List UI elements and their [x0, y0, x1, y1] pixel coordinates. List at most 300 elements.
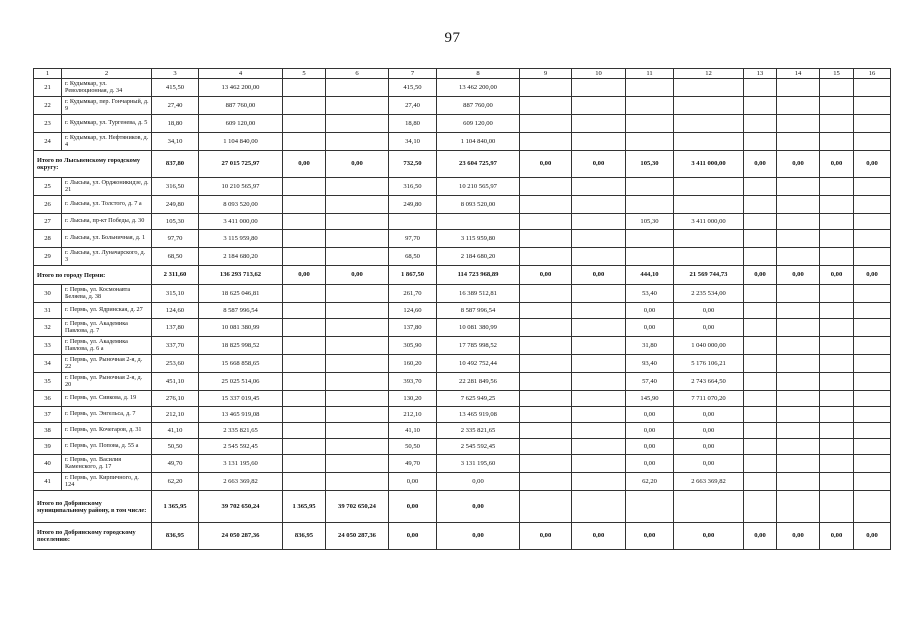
value-cell: [626, 115, 674, 133]
value-cell: [674, 196, 744, 214]
value-cell: 10 081 380,99: [437, 319, 520, 337]
value-cell: [854, 439, 891, 455]
subtotal-value: [572, 491, 626, 523]
subtotal-value: 0,00: [674, 523, 744, 550]
value-cell: [777, 319, 820, 337]
value-cell: [744, 230, 777, 248]
value-cell: 0,00: [674, 439, 744, 455]
value-cell: 105,30: [626, 214, 674, 230]
subtotal-value: 0,00: [437, 523, 520, 550]
value-cell: 49,70: [152, 455, 199, 473]
value-cell: [744, 178, 777, 196]
value-cell: [820, 79, 854, 97]
value-cell: 53,40: [626, 285, 674, 303]
column-number: 16: [854, 69, 891, 79]
value-cell: 7 711 070,20: [674, 391, 744, 407]
address-cell: г. Пермь, ул. Космонавта Беляева, д. 38: [62, 285, 152, 303]
value-cell: [820, 391, 854, 407]
address-cell: г. Лысьва, ул. Луначарского, д. 3: [62, 248, 152, 266]
value-cell: [520, 248, 572, 266]
column-number: 3: [152, 69, 199, 79]
subtotal-value: 0,00: [389, 523, 437, 550]
value-cell: [326, 407, 389, 423]
value-cell: 62,20: [626, 473, 674, 491]
table-row: [34, 285, 891, 303]
subtotal-row: [34, 523, 891, 550]
value-cell: [854, 97, 891, 115]
value-cell: [854, 178, 891, 196]
row-number: 32: [34, 319, 62, 337]
value-cell: 22 281 849,56: [437, 373, 520, 391]
table-row: [34, 391, 891, 407]
value-cell: [326, 214, 389, 230]
value-cell: [283, 439, 326, 455]
value-cell: 27,40: [152, 97, 199, 115]
value-cell: [820, 473, 854, 491]
table-row: [34, 455, 891, 473]
value-cell: 0,00: [674, 423, 744, 439]
address-cell: г. Лысьва, пр-кт Победы, д. 30: [62, 214, 152, 230]
table-row: [34, 407, 891, 423]
address-cell: г. Кудымкар, ул. Нефтяников, д. 4: [62, 133, 152, 151]
value-cell: [626, 248, 674, 266]
value-cell: [520, 455, 572, 473]
value-cell: [744, 97, 777, 115]
value-cell: [744, 133, 777, 151]
value-cell: [777, 214, 820, 230]
value-cell: 18,80: [389, 115, 437, 133]
value-cell: [283, 407, 326, 423]
value-cell: 2 184 680,20: [199, 248, 283, 266]
subtotal-value: 0,00: [572, 266, 626, 285]
value-cell: 97,70: [389, 230, 437, 248]
subtotal-value: 0,00: [777, 266, 820, 285]
value-cell: [572, 133, 626, 151]
value-cell: [572, 407, 626, 423]
subtotal-value: [854, 491, 891, 523]
subtotal-value: 0,00: [283, 266, 326, 285]
value-cell: [572, 214, 626, 230]
value-cell: [283, 337, 326, 355]
table-row: [34, 319, 891, 337]
table-row: [34, 214, 891, 230]
value-cell: [777, 79, 820, 97]
row-number: 30: [34, 285, 62, 303]
value-cell: 0,00: [674, 303, 744, 319]
value-cell: 253,60: [152, 355, 199, 373]
value-cell: 49,70: [389, 455, 437, 473]
value-cell: 2 335 821,65: [199, 423, 283, 439]
value-cell: 50,50: [152, 439, 199, 455]
value-cell: [820, 196, 854, 214]
value-cell: 393,70: [389, 373, 437, 391]
value-cell: 2 663 369,82: [674, 473, 744, 491]
value-cell: [777, 248, 820, 266]
value-cell: 1 040 000,00: [674, 337, 744, 355]
subtotal-row: [34, 266, 891, 285]
subtotal-label: Итого по Лысьвенскому городскому округу:: [34, 151, 152, 178]
value-cell: [572, 178, 626, 196]
value-cell: 16 389 512,81: [437, 285, 520, 303]
value-cell: [820, 115, 854, 133]
page-number: 97: [444, 30, 461, 46]
value-cell: 5 176 106,21: [674, 355, 744, 373]
value-cell: [572, 423, 626, 439]
value-cell: 1 104 840,00: [199, 133, 283, 151]
address-cell: г. Пермь, ул. Сивкова, д. 19: [62, 391, 152, 407]
value-cell: 3 131 195,60: [199, 455, 283, 473]
value-cell: [283, 319, 326, 337]
row-number: 37: [34, 407, 62, 423]
value-cell: 160,20: [389, 355, 437, 373]
subtotal-value: 0,00: [820, 151, 854, 178]
subtotal-value: 23 604 725,97: [437, 151, 520, 178]
value-cell: [744, 373, 777, 391]
value-cell: 8 587 996,54: [199, 303, 283, 319]
value-cell: [777, 303, 820, 319]
value-cell: [283, 355, 326, 373]
value-cell: 212,10: [389, 407, 437, 423]
row-number: 36: [34, 391, 62, 407]
value-cell: 15 337 019,45: [199, 391, 283, 407]
value-cell: [626, 196, 674, 214]
value-cell: [744, 455, 777, 473]
value-cell: 0,00: [626, 319, 674, 337]
value-cell: [744, 285, 777, 303]
value-cell: [820, 303, 854, 319]
value-cell: [744, 355, 777, 373]
value-cell: [572, 285, 626, 303]
subtotal-value: 836,95: [152, 523, 199, 550]
value-cell: 10 081 380,99: [199, 319, 283, 337]
subtotal-value: 3 411 000,00: [674, 151, 744, 178]
value-cell: [520, 423, 572, 439]
subtotal-value: 0,00: [744, 266, 777, 285]
subtotal-value: [777, 491, 820, 523]
value-cell: [854, 115, 891, 133]
value-cell: [283, 133, 326, 151]
subtotal-value: 0,00: [520, 266, 572, 285]
value-cell: 337,70: [152, 337, 199, 355]
value-cell: [572, 303, 626, 319]
value-cell: [283, 214, 326, 230]
value-cell: [854, 473, 891, 491]
value-cell: 261,70: [389, 285, 437, 303]
subtotal-value: 0,00: [854, 523, 891, 550]
address-cell: г. Пермь, ул. Рыночная 2-я, д. 22: [62, 355, 152, 373]
value-cell: 137,80: [152, 319, 199, 337]
housing-program-table: [33, 68, 891, 550]
address-cell: г. Лысьва, ул. Орджоникидзе, д. 21: [62, 178, 152, 196]
value-cell: [520, 196, 572, 214]
value-cell: 609 120,00: [437, 115, 520, 133]
subtotal-value: [520, 491, 572, 523]
value-cell: [283, 230, 326, 248]
value-cell: 212,10: [152, 407, 199, 423]
value-cell: 8 587 996,54: [437, 303, 520, 319]
value-cell: [326, 178, 389, 196]
value-cell: [326, 248, 389, 266]
subtotal-value: 0,00: [626, 523, 674, 550]
address-cell: г. Кудымкар, ул. Тургенева, д. 5: [62, 115, 152, 133]
value-cell: [520, 230, 572, 248]
address-cell: г. Пермь, ул. Рыночная 2-я, д. 20: [62, 373, 152, 391]
value-cell: [572, 439, 626, 455]
value-cell: 0,00: [626, 455, 674, 473]
value-cell: 10 210 565,97: [437, 178, 520, 196]
value-cell: [283, 285, 326, 303]
value-cell: 0,00: [674, 319, 744, 337]
value-cell: 3 131 195,60: [437, 455, 520, 473]
value-cell: 0,00: [626, 423, 674, 439]
value-cell: 276,10: [152, 391, 199, 407]
value-cell: 13 462 200,00: [199, 79, 283, 97]
value-cell: [854, 230, 891, 248]
value-cell: 13 465 919,08: [437, 407, 520, 423]
row-number: 39: [34, 439, 62, 455]
value-cell: [520, 79, 572, 97]
value-cell: 10 492 752,44: [437, 355, 520, 373]
value-cell: [626, 79, 674, 97]
address-cell: г. Пермь, ул. Кочегаров, д. 31: [62, 423, 152, 439]
value-cell: 0,00: [389, 473, 437, 491]
subtotal-value: [674, 491, 744, 523]
value-cell: [326, 337, 389, 355]
value-cell: [820, 248, 854, 266]
value-cell: [744, 214, 777, 230]
value-cell: [283, 115, 326, 133]
value-cell: 3 115 959,80: [199, 230, 283, 248]
value-cell: [674, 230, 744, 248]
value-cell: 15 668 858,65: [199, 355, 283, 373]
value-cell: 249,80: [152, 196, 199, 214]
value-cell: [389, 214, 437, 230]
value-cell: [520, 303, 572, 319]
value-cell: [326, 285, 389, 303]
value-cell: [854, 285, 891, 303]
value-cell: 2 235 534,00: [674, 285, 744, 303]
value-cell: [820, 97, 854, 115]
value-cell: [326, 133, 389, 151]
table-row: [34, 303, 891, 319]
value-cell: [520, 407, 572, 423]
subtotal-label: Итого по Добрянскому городскому поселению:: [34, 523, 152, 550]
value-cell: [744, 115, 777, 133]
value-cell: [854, 355, 891, 373]
value-cell: 315,10: [152, 285, 199, 303]
row-number: 21: [34, 79, 62, 97]
subtotal-label: Итого по городу Перми:: [34, 266, 152, 285]
value-cell: [326, 79, 389, 97]
value-cell: [572, 97, 626, 115]
column-number: 12: [674, 69, 744, 79]
subtotal-value: 1 867,50: [389, 266, 437, 285]
value-cell: [520, 373, 572, 391]
value-cell: [777, 455, 820, 473]
value-cell: 0,00: [626, 303, 674, 319]
value-cell: [326, 473, 389, 491]
value-cell: [854, 423, 891, 439]
table-row: [34, 248, 891, 266]
subtotal-value: 24 050 287,36: [326, 523, 389, 550]
value-cell: [744, 439, 777, 455]
subtotal-value: 837,80: [152, 151, 199, 178]
subtotal-value: 0,00: [520, 151, 572, 178]
value-cell: [572, 355, 626, 373]
subtotal-value: 0,00: [389, 491, 437, 523]
subtotal-value: [626, 491, 674, 523]
row-number: 33: [34, 337, 62, 355]
value-cell: 887 760,00: [437, 97, 520, 115]
value-cell: 415,50: [389, 79, 437, 97]
value-cell: [674, 115, 744, 133]
value-cell: [572, 115, 626, 133]
subtotal-value: 0,00: [744, 151, 777, 178]
value-cell: 2 184 680,20: [437, 248, 520, 266]
value-cell: [626, 133, 674, 151]
value-cell: [326, 230, 389, 248]
value-cell: 609 120,00: [199, 115, 283, 133]
value-cell: [572, 391, 626, 407]
table-row: [34, 439, 891, 455]
value-cell: 130,20: [389, 391, 437, 407]
value-cell: 68,50: [152, 248, 199, 266]
value-cell: [572, 473, 626, 491]
value-cell: [572, 337, 626, 355]
value-cell: 8 093 520,00: [437, 196, 520, 214]
value-cell: [520, 319, 572, 337]
row-number: 22: [34, 97, 62, 115]
subtotal-value: [820, 491, 854, 523]
value-cell: [283, 79, 326, 97]
column-number: 5: [283, 69, 326, 79]
value-cell: [820, 337, 854, 355]
table-row: [34, 97, 891, 115]
value-cell: [520, 337, 572, 355]
value-cell: [626, 178, 674, 196]
column-number: 13: [744, 69, 777, 79]
row-number: 28: [34, 230, 62, 248]
subtotal-value: 0,00: [744, 523, 777, 550]
address-cell: г. Пермь, ул. Василия Каменского, д. 17: [62, 455, 152, 473]
value-cell: [520, 133, 572, 151]
value-cell: [854, 373, 891, 391]
value-cell: 137,80: [389, 319, 437, 337]
value-cell: [283, 373, 326, 391]
table-row: [34, 178, 891, 196]
value-cell: 2 743 664,50: [674, 373, 744, 391]
value-cell: [520, 355, 572, 373]
subtotal-value: 0,00: [572, 523, 626, 550]
value-cell: [520, 214, 572, 230]
value-cell: 3 115 959,80: [437, 230, 520, 248]
value-cell: [820, 133, 854, 151]
value-cell: [820, 230, 854, 248]
subtotal-value: 136 293 713,62: [199, 266, 283, 285]
column-number: 1: [34, 69, 62, 79]
value-cell: [744, 196, 777, 214]
subtotal-value: 0,00: [326, 151, 389, 178]
value-cell: [520, 391, 572, 407]
value-cell: [744, 391, 777, 407]
value-cell: [744, 79, 777, 97]
value-cell: 97,70: [152, 230, 199, 248]
value-cell: [572, 230, 626, 248]
value-cell: [820, 355, 854, 373]
value-cell: [572, 248, 626, 266]
address-cell: г. Пермь, ул. Академика Павлова, д. 7: [62, 319, 152, 337]
value-cell: 13 462 200,00: [437, 79, 520, 97]
subtotal-value: 0,00: [854, 266, 891, 285]
value-cell: [820, 439, 854, 455]
table-row: [34, 133, 891, 151]
subtotal-value: 21 569 744,73: [674, 266, 744, 285]
value-cell: [777, 133, 820, 151]
row-number: 24: [34, 133, 62, 151]
value-cell: [820, 214, 854, 230]
value-cell: 18 825 998,52: [199, 337, 283, 355]
value-cell: [744, 319, 777, 337]
row-number: 31: [34, 303, 62, 319]
value-cell: 316,50: [389, 178, 437, 196]
value-cell: [744, 248, 777, 266]
subtotal-value: 0,00: [854, 151, 891, 178]
value-cell: [283, 196, 326, 214]
value-cell: [820, 455, 854, 473]
value-cell: [777, 97, 820, 115]
value-cell: 13 465 919,08: [199, 407, 283, 423]
subtotal-value: 444,10: [626, 266, 674, 285]
value-cell: [777, 423, 820, 439]
value-cell: [744, 303, 777, 319]
value-cell: [572, 319, 626, 337]
value-cell: [520, 97, 572, 115]
value-cell: [777, 391, 820, 407]
table-row: [34, 373, 891, 391]
value-cell: 0,00: [674, 455, 744, 473]
value-cell: 27,40: [389, 97, 437, 115]
row-number: 35: [34, 373, 62, 391]
column-number: 9: [520, 69, 572, 79]
value-cell: [326, 391, 389, 407]
value-cell: [854, 196, 891, 214]
value-cell: [572, 79, 626, 97]
subtotal-value: 105,30: [626, 151, 674, 178]
value-cell: [326, 115, 389, 133]
subtotal-label: Итого по Добрянскому муниципальному району, в том числе:: [34, 491, 152, 523]
value-cell: [674, 133, 744, 151]
value-cell: [326, 303, 389, 319]
value-cell: [326, 355, 389, 373]
value-cell: [283, 303, 326, 319]
value-cell: 93,40: [626, 355, 674, 373]
value-cell: [777, 115, 820, 133]
value-cell: [326, 97, 389, 115]
value-cell: 0,00: [437, 473, 520, 491]
value-cell: [520, 178, 572, 196]
value-cell: 31,80: [626, 337, 674, 355]
value-cell: 316,50: [152, 178, 199, 196]
address-cell: г. Пермь, ул. Попова, д. 55 а: [62, 439, 152, 455]
value-cell: 0,00: [674, 407, 744, 423]
subtotal-row: [34, 491, 891, 523]
value-cell: 0,00: [626, 407, 674, 423]
value-cell: [283, 423, 326, 439]
column-number: 4: [199, 69, 283, 79]
row-number: 27: [34, 214, 62, 230]
row-number: 41: [34, 473, 62, 491]
value-cell: [777, 439, 820, 455]
